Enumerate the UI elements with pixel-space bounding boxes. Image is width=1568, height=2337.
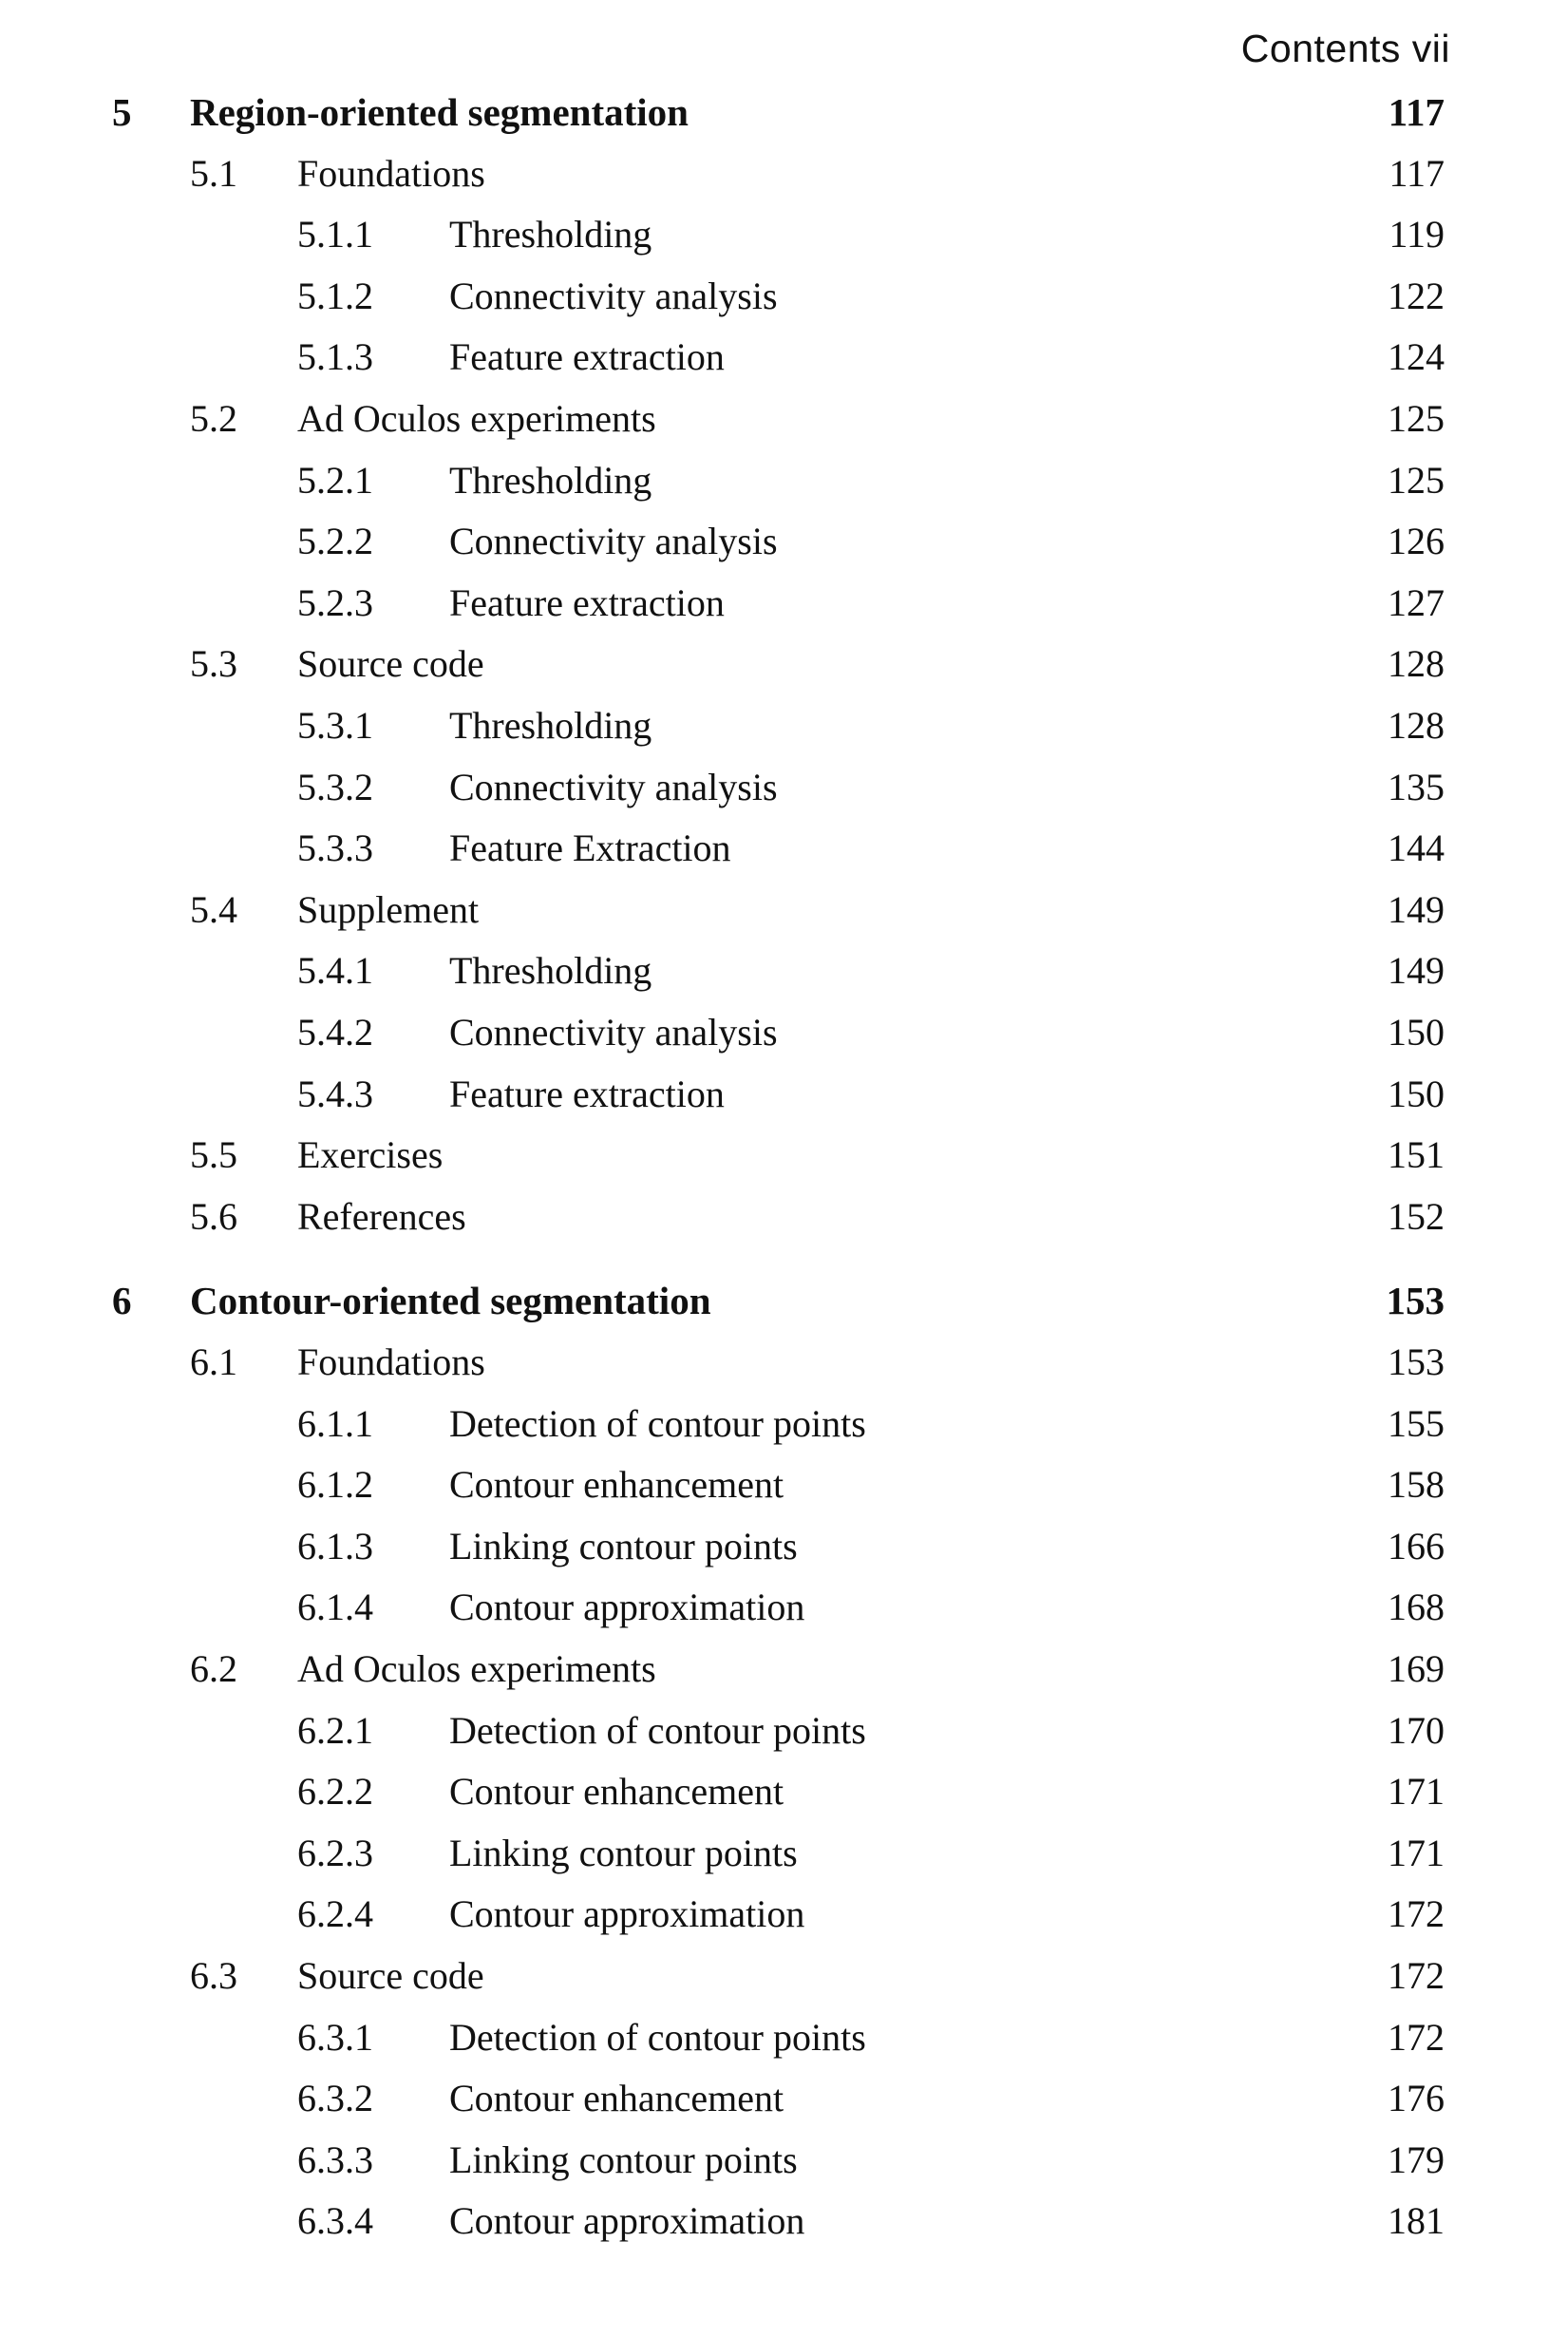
toc-entry-page: 124 (1388, 335, 1445, 378)
toc-entry-number: 5.1.3 (297, 335, 373, 378)
toc-section-entry (0, 635, 1568, 694)
toc-entry-title: Feature Extraction (449, 826, 731, 869)
toc-entry-title: Feature extraction (449, 1073, 725, 1115)
toc-subsection-entry (0, 2008, 1568, 2067)
toc-entry-title: Source code (297, 642, 484, 685)
toc-subsection-entry (0, 574, 1568, 633)
toc-entry-title: Contour approximation (449, 2199, 805, 2242)
toc-subsection-entry (0, 1885, 1568, 1944)
toc-entry-page: 149 (1388, 949, 1445, 992)
toc-entry-number: 6.3.2 (297, 2077, 373, 2119)
toc-entry-number: 6.2 (190, 1647, 237, 1690)
toc-entry-title: Contour approximation (449, 1586, 805, 1628)
toc-entry-number: 5.3.1 (297, 704, 373, 747)
toc-entry-number: 5.4.3 (297, 1073, 373, 1115)
toc-entry-page: 125 (1388, 459, 1445, 502)
toc-entry-page: 171 (1388, 1770, 1445, 1813)
toc-entry-title: Thresholding (449, 949, 652, 992)
toc-subsection-entry (0, 2069, 1568, 2128)
toc-entry-number: 5.4.1 (297, 949, 373, 992)
toc-entry-page: 169 (1388, 1647, 1445, 1690)
toc-entry-number: 6.2.3 (297, 1832, 373, 1874)
toc-entry-title: Contour-oriented segmentation (190, 1279, 711, 1322)
toc-entry-number: 5.4 (190, 888, 237, 931)
toc-entry-page: 170 (1388, 1709, 1445, 1752)
toc-subsection-entry (0, 1455, 1568, 1514)
toc-entry-page: 122 (1388, 275, 1445, 317)
toc-entry-title: Supplement (297, 888, 480, 931)
toc-entry-title: Thresholding (449, 459, 652, 502)
toc-section-entry (0, 144, 1568, 203)
toc-entry-page: 117 (1388, 90, 1445, 134)
toc-subsection-entry (0, 1701, 1568, 1760)
toc-subsection-entry (0, 328, 1568, 387)
toc-entry-number: 5 (112, 90, 132, 134)
toc-chapter-entry (0, 1271, 1568, 1330)
toc-entry-number: 6.3.1 (297, 2016, 373, 2059)
toc-entry-title: Ad Oculos experiments (297, 397, 656, 440)
toc-entry-number: 6.1.3 (297, 1525, 373, 1568)
toc-entry-number: 6.3.4 (297, 2199, 373, 2242)
toc-subsection-entry (0, 1395, 1568, 1454)
toc-entry-number: 5.1.1 (297, 213, 373, 256)
toc-entry-page: 149 (1388, 888, 1445, 931)
toc-chapter-entry (0, 83, 1568, 142)
toc-entry-number: 6.1.4 (297, 1586, 373, 1628)
toc-entry-number: 5.5 (190, 1133, 237, 1176)
toc-section-entry (0, 881, 1568, 940)
toc-entry-number: 6.3 (190, 1954, 237, 1997)
toc-subsection-entry (0, 512, 1568, 571)
toc-entry-title: Detection of contour points (449, 1402, 866, 1445)
toc-entry-number: 5.4.2 (297, 1011, 373, 1054)
toc-entry-title: References (297, 1195, 466, 1238)
toc-entry-number: 6.2.2 (297, 1770, 373, 1813)
toc-entry-page: 172 (1388, 1954, 1445, 1997)
toc-subsection-entry (0, 1003, 1568, 1062)
toc-entry-page: 172 (1388, 1892, 1445, 1935)
toc-entry-number: 5.2.3 (297, 581, 373, 624)
toc-entry-number: 6.2.1 (297, 1709, 373, 1752)
toc-entry-page: 176 (1388, 2077, 1445, 2119)
toc-subsection-entry (0, 1517, 1568, 1576)
toc-entry-page: 117 (1389, 152, 1445, 195)
toc-entry-number: 5.2.1 (297, 459, 373, 502)
toc-entry-number: 6.1 (190, 1340, 237, 1383)
toc-entry-title: Connectivity analysis (449, 275, 778, 317)
toc-section-entry (0, 1126, 1568, 1185)
toc-subsection-entry (0, 696, 1568, 755)
toc-entry-number: 5.2 (190, 397, 237, 440)
toc-entry-title: Connectivity analysis (449, 520, 778, 562)
toc-entry-title: Connectivity analysis (449, 1011, 778, 1054)
toc-entry-page: 126 (1388, 520, 1445, 562)
toc-entry-number: 6.1.1 (297, 1402, 373, 1445)
toc-entry-title: Feature extraction (449, 335, 725, 378)
toc-entry-title: Ad Oculos experiments (297, 1647, 656, 1690)
toc-entry-number: 5.3 (190, 642, 237, 685)
toc-entry-page: 179 (1388, 2138, 1445, 2181)
toc-entry-title: Contour enhancement (449, 2077, 784, 2119)
toc-entry-title: Foundations (297, 152, 485, 195)
toc-entry-number: 6 (112, 1279, 132, 1322)
toc-entry-page: 172 (1388, 2016, 1445, 2059)
toc-section-entry (0, 390, 1568, 448)
toc-entry-page: 155 (1388, 1402, 1445, 1445)
running-head: Contents vii (1240, 27, 1450, 70)
toc-entry-page: 171 (1388, 1832, 1445, 1874)
toc-entry-title: Detection of contour points (449, 2016, 866, 2059)
toc-entry-page: 125 (1388, 397, 1445, 440)
toc-subsection-entry (0, 267, 1568, 326)
toc-entry-number: 5.2.2 (297, 520, 373, 562)
toc-entry-title: Contour enhancement (449, 1770, 784, 1813)
toc-entry-page: 153 (1388, 1340, 1445, 1383)
toc-entry-page: 128 (1388, 642, 1445, 685)
toc-entry-title: Contour enhancement (449, 1463, 784, 1506)
toc-entry-title: Linking contour points (449, 2138, 798, 2181)
toc-section-entry (0, 1188, 1568, 1246)
toc-entry-title: Exercises (297, 1133, 444, 1176)
toc-entry-page: 119 (1389, 213, 1445, 256)
toc-subsection-entry (0, 2131, 1568, 2190)
toc-subsection-entry (0, 819, 1568, 878)
toc-section-entry (0, 1640, 1568, 1699)
toc-entry-page: 168 (1388, 1586, 1445, 1628)
toc-entry-page: 166 (1388, 1525, 1445, 1568)
toc-entry-number: 6.1.2 (297, 1463, 373, 1506)
toc-entry-page: 151 (1388, 1133, 1445, 1176)
toc-entry-page: 152 (1388, 1195, 1445, 1238)
toc-subsection-entry (0, 1578, 1568, 1637)
toc-entry-page: 127 (1388, 581, 1445, 624)
toc-entry-title: Source code (297, 1954, 484, 1997)
toc-entry-title: Detection of contour points (449, 1709, 866, 1752)
toc-subsection-entry (0, 758, 1568, 817)
toc-section-entry (0, 1333, 1568, 1392)
toc-entry-title: Feature extraction (449, 581, 725, 624)
toc-entry-title: Linking contour points (449, 1525, 798, 1568)
toc-subsection-entry (0, 451, 1568, 510)
toc-entry-title: Connectivity analysis (449, 766, 778, 808)
toc-entry-title: Linking contour points (449, 1832, 798, 1874)
toc-entry-page: 135 (1388, 766, 1445, 808)
toc-section-entry (0, 1947, 1568, 2005)
toc-entry-title: Contour approximation (449, 1892, 805, 1935)
toc-entry-number: 5.1.2 (297, 275, 373, 317)
toc-entry-title: Region-oriented segmentation (190, 90, 689, 134)
toc-entry-number: 5.6 (190, 1195, 237, 1238)
toc-subsection-entry (0, 205, 1568, 264)
toc-entry-page: 144 (1388, 826, 1445, 869)
toc-entry-page: 150 (1388, 1073, 1445, 1115)
toc-entry-title: Thresholding (449, 213, 652, 256)
toc-entry-page: 153 (1386, 1279, 1445, 1322)
toc-entry-number: 5.3.3 (297, 826, 373, 869)
toc-subsection-entry (0, 1762, 1568, 1821)
toc-subsection-entry (0, 1065, 1568, 1124)
toc-entry-number: 6.3.3 (297, 2138, 373, 2181)
toc-entry-title: Foundations (297, 1340, 485, 1383)
toc-entry-title: Thresholding (449, 704, 652, 747)
toc-subsection-entry (0, 941, 1568, 1000)
toc-entry-number: 5.3.2 (297, 766, 373, 808)
toc-subsection-entry (0, 2192, 1568, 2251)
toc-subsection-entry (0, 1824, 1568, 1883)
toc-entry-number: 5.1 (190, 152, 237, 195)
toc-entry-page: 181 (1388, 2199, 1445, 2242)
toc-entry-number: 6.2.4 (297, 1892, 373, 1935)
toc-entry-page: 150 (1388, 1011, 1445, 1054)
toc-entry-page: 128 (1388, 704, 1445, 747)
toc-entry-page: 158 (1388, 1463, 1445, 1506)
